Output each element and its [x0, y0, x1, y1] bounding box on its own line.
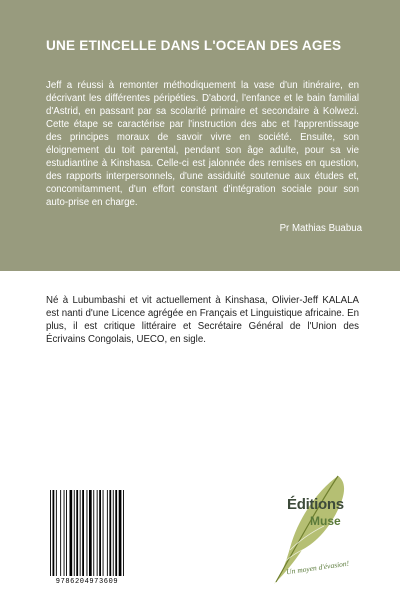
publisher-tagline: Un moyen d'évasion! [285, 558, 350, 577]
publisher-name-line1: Éditions [287, 496, 344, 513]
publisher-name-line2: Muse [310, 514, 341, 528]
author-bio: Né à Lubumbashi et vit actuellement à Kinshasa, Olivier-Jeff KALALA est nanti d'une Licence agrégée en Français et Linguistique africaine. En plus, il est critique littéraire et Secrétaire Général de l'Union des Écrivains Congolais, UECO, en sigle. [46, 295, 359, 346]
book-title: UNE ETINCELLE DANS L'OCEAN DES AGES [46, 38, 342, 53]
cover-top-panel [0, 0, 400, 271]
book-summary: Jeff a réussi à remonter méthodiquement la vase d'un itinéraire, en décrivant les différentes péripéties. D'abord, l'enfance et le bain familial d'Astrid, en passant par sa scolarité primaire et secondaire à Kolwezi. Cette étape se caractérise par l'instruction des abc et l'apprentissage des principes moraux de savoir vivre en société. Ensuite, son éloignement du toit parental, pendant son âge adulte, pour sa vie estudiantine à Kinshasa. Celle-ci est jalonnée des remises en question, des rapports interpersonnels, d'une assiduité soutenue aux études et, concomitamment, d'un effort constant d'intégration sociale pour son auto-prise en charge. [46, 80, 359, 209]
isbn-barcode [48, 490, 126, 578]
summary-signature: Pr Mathias Buabua [279, 223, 362, 234]
isbn-number: 9786204973609 [55, 578, 119, 586]
